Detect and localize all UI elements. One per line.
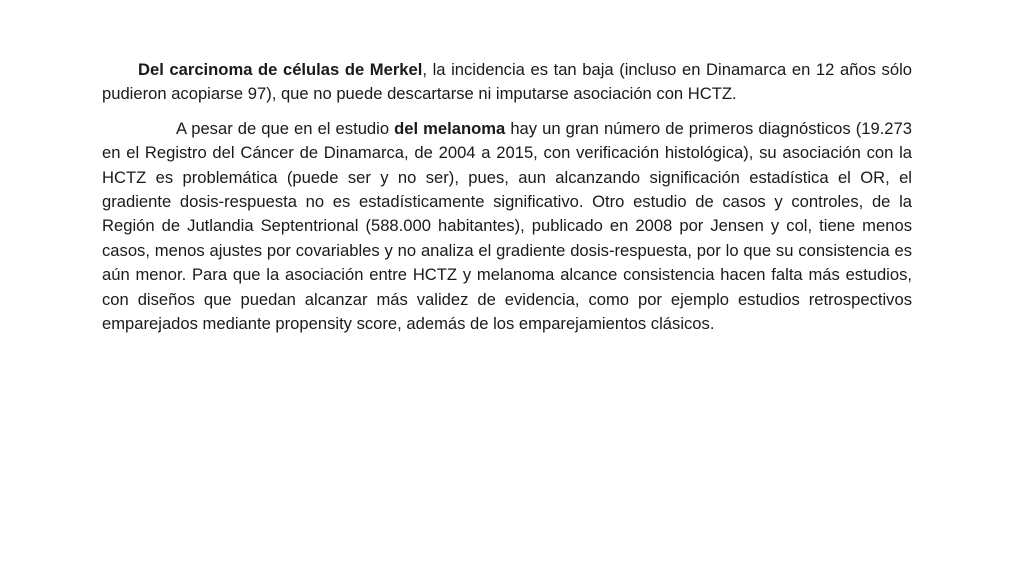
paragraph-merkel <box>102 58 912 107</box>
merkel-body-text: , la incidencia es tan baja (incluso en Dinamarca en 12 años sólo pudieron acopiarse 97), que no puede descartarse ni imputarse asociación con HCTZ. <box>102 60 912 104</box>
slide-content <box>102 58 912 336</box>
melanoma-bold-text: del melanoma <box>394 118 506 138</box>
melanoma-body-text: hay un gran número de primeros diagnósticos (19.273 en el Registro del Cáncer de Dinamarca, de 2004 a 2015, con verificación histológica), su asociación con la HCTZ es problemática (puede ser y no ser), pues, aun alcanzando significación estadística el OR, el gradiente dosis-respuesta no es estadísticamente significativo. Otro estudio de casos y controles, de la Región de Jutlandia Septentrional (588.000 habitantes), publicado en 2008 por Jensen y col, tiene menos casos, menos ajustes por covariables y no analiza el gradiente dosis-respuesta, por lo que su consistencia es aún menor. Para que la asociación entre HCTZ y melanoma alcance consistencia hacen falta más estudios, con diseños que puedan alcanzar más validez de evidencia, como por ejemplo estudios retrospectivos emparejados mediante propensity score, además de los emparejamientos clásicos. <box>102 118 912 334</box>
melanoma-lead-text: A pesar de que en el estudio <box>176 118 395 138</box>
merkel-heading-text: Del carcinoma de células de Merkel <box>138 60 423 79</box>
paragraph-melanoma <box>102 117 912 337</box>
